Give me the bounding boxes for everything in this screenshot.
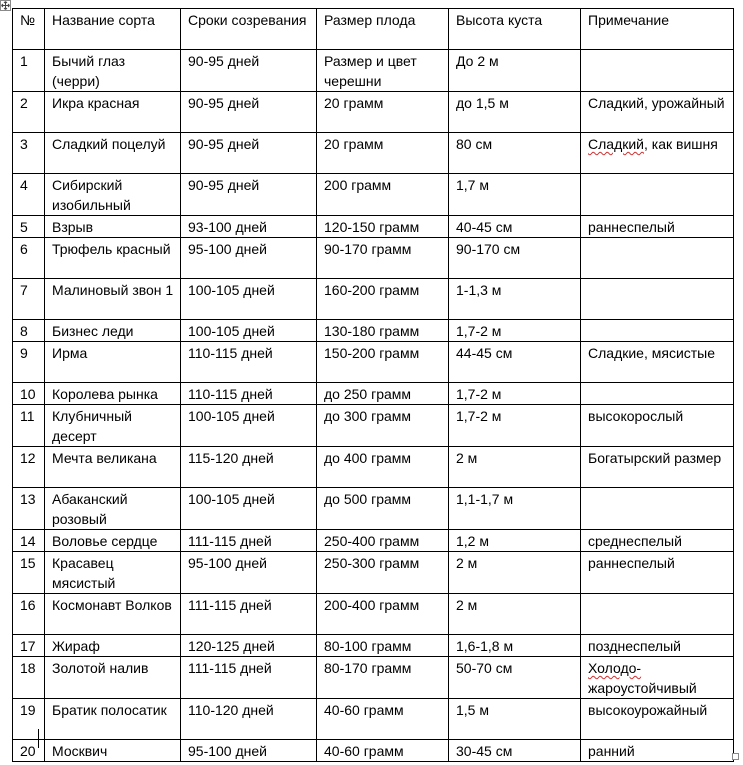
text-cursor (38, 729, 39, 748)
table-row (13, 50, 734, 92)
note-cell[interactable]: раннеспелый (581, 216, 734, 238)
bush-height-cell[interactable]: 44-45 см (449, 342, 581, 383)
variety-name-cell[interactable]: Икра красная (45, 92, 181, 133)
fruit-size-cell[interactable]: до 250 грамм (317, 383, 449, 405)
variety-name-cell[interactable]: Абаканский розовый (45, 488, 181, 530)
table-row (13, 174, 734, 216)
fruit-size-cell[interactable]: 250-300 грамм (317, 552, 449, 594)
row-number-cell[interactable]: 3 (13, 133, 45, 174)
note-cell[interactable]: высокоурожайный (581, 699, 734, 740)
note-cell[interactable] (581, 174, 734, 216)
bush-height-cell[interactable]: 1-1,3 м (449, 279, 581, 320)
fruit-size-cell[interactable]: 20 грамм (317, 92, 449, 133)
bush-height-cell[interactable]: до 1,5 м (449, 92, 581, 133)
ripening-term-cell[interactable]: 100-105 дней (181, 279, 317, 320)
note-cell[interactable] (581, 383, 734, 405)
ripening-term-cell[interactable]: 100-105 дней (181, 488, 317, 530)
ripening-term-cell[interactable]: 111-115 дней (181, 657, 317, 699)
variety-name-cell[interactable]: Бычий глаз (черри) (45, 50, 181, 92)
table-header-row (13, 9, 734, 50)
row-number-cell[interactable]: 8 (13, 320, 45, 342)
table-row (13, 342, 734, 383)
fruit-size-cell[interactable]: до 300 грамм (317, 405, 449, 447)
bush-height-cell[interactable]: 2 м (449, 594, 581, 635)
row-number-cell[interactable]: 16 (13, 594, 45, 635)
row-number-cell[interactable]: 11 (13, 405, 45, 447)
variety-name-cell[interactable]: Клубничный десерт (45, 405, 181, 447)
bush-height-cell[interactable]: 80 см (449, 133, 581, 174)
bush-height-cell[interactable]: 2 м (449, 447, 581, 488)
fruit-size-cell[interactable]: 40-60 грамм (317, 699, 449, 740)
bush-height-cell[interactable]: 1,7-2 м (449, 383, 581, 405)
note-cell[interactable] (581, 279, 734, 320)
variety-name-cell[interactable]: Жираф (45, 635, 181, 657)
table-row (13, 699, 734, 740)
table-row (13, 133, 734, 174)
fruit-size-cell[interactable]: 200 грамм (317, 174, 449, 216)
note-cell[interactable]: среднеспелый (581, 530, 734, 552)
note-cell[interactable] (581, 238, 734, 279)
note-cell[interactable]: ранний (581, 740, 734, 762)
variety-name-cell[interactable]: Космонавт Волков (45, 594, 181, 635)
note-cell[interactable] (581, 594, 734, 635)
bush-height-cell[interactable]: 1,7 м (449, 174, 581, 216)
table-row (13, 740, 734, 762)
variety-name-cell[interactable]: Москвич (45, 740, 181, 762)
header-bush-height[interactable]: Высота куста (449, 9, 581, 50)
ripening-term-cell[interactable]: 93-100 дней (181, 216, 317, 238)
bush-height-cell[interactable]: 1,5 м (449, 699, 581, 740)
fruit-size-cell[interactable]: 120-150 грамм (317, 216, 449, 238)
variety-name-cell[interactable]: Трюфель красный (45, 238, 181, 279)
bush-height-cell[interactable]: 1,1-1,7 м (449, 488, 581, 530)
fruit-size-cell[interactable]: 130-180 грамм (317, 320, 449, 342)
bush-height-cell[interactable]: 1,7-2 м (449, 320, 581, 342)
tomato-varieties-table (12, 8, 734, 762)
spellcheck-mark: Сладкий (588, 136, 644, 152)
row-number-cell[interactable]: 7 (13, 279, 45, 320)
ripening-term-cell[interactable]: 90-95 дней (181, 50, 317, 92)
table-row (13, 279, 734, 320)
table-row (13, 405, 734, 447)
bush-height-cell[interactable]: 30-45 см (449, 740, 581, 762)
ripening-term-cell[interactable]: 110-120 дней (181, 699, 317, 740)
row-number-cell[interactable]: 15 (13, 552, 45, 594)
table-resize-handle[interactable] (732, 753, 739, 760)
variety-name-cell[interactable]: Мечта великана (45, 447, 181, 488)
bush-height-cell[interactable]: 1,6-1,8 м (449, 635, 581, 657)
header-ripening-term[interactable]: Сроки созревания (181, 9, 317, 50)
table-row (13, 447, 734, 488)
ripening-term-cell[interactable]: 100-105 дней (181, 320, 317, 342)
row-number-cell[interactable]: 5 (13, 216, 45, 238)
fruit-size-cell[interactable]: 20 грамм (317, 133, 449, 174)
fruit-size-cell[interactable]: 80-170 грамм (317, 657, 449, 699)
note-cell[interactable]: Сладкие, мясистые (581, 342, 734, 383)
table-row (13, 92, 734, 133)
variety-name-cell[interactable]: Красавец мясистый (45, 552, 181, 594)
spellcheck-mark: Холодо- (588, 660, 642, 676)
table-move-handle[interactable] (0, 0, 11, 11)
table-row (13, 552, 734, 594)
row-number-cell[interactable]: 9 (13, 342, 45, 383)
ripening-term-cell[interactable]: 115-120 дней (181, 447, 317, 488)
table-row (13, 216, 734, 238)
variety-name-cell[interactable]: Сибирский изобильный (45, 174, 181, 216)
table-row (13, 488, 734, 530)
bush-height-cell[interactable]: 50-70 см (449, 657, 581, 699)
note-cell[interactable]: Сладкий, как вишня (581, 133, 734, 174)
note-cell[interactable] (581, 50, 734, 92)
fruit-size-cell[interactable]: до 500 грамм (317, 488, 449, 530)
note-cell[interactable] (581, 320, 734, 342)
fruit-size-cell[interactable]: до 400 грамм (317, 447, 449, 488)
fruit-size-cell[interactable]: 40-60 грамм (317, 740, 449, 762)
variety-name-cell[interactable]: Сладкий поцелуй (45, 133, 181, 174)
ripening-term-cell[interactable]: 100-105 дней (181, 405, 317, 447)
ripening-term-cell[interactable]: 95-100 дней (181, 740, 317, 762)
fruit-size-cell[interactable]: Размер и цвет черешни (317, 50, 449, 92)
variety-name-cell[interactable]: Бизнес леди (45, 320, 181, 342)
row-number-cell[interactable]: 13 (13, 488, 45, 530)
bush-height-cell[interactable]: 90-170 см (449, 238, 581, 279)
table-row (13, 320, 734, 342)
ripening-term-cell[interactable]: 111-115 дней (181, 530, 317, 552)
note-cell[interactable]: Богатырский размер (581, 447, 734, 488)
note-cell[interactable]: позднеспелый (581, 635, 734, 657)
row-number-cell[interactable]: 4 (13, 174, 45, 216)
row-number-cell[interactable]: 14 (13, 530, 45, 552)
bush-height-cell[interactable]: 2 м (449, 552, 581, 594)
fruit-size-cell[interactable]: 200-400 грамм (317, 594, 449, 635)
ripening-term-cell[interactable]: 90-95 дней (181, 133, 317, 174)
fruit-size-cell[interactable]: 150-200 грамм (317, 342, 449, 383)
table-row (13, 530, 734, 552)
note-cell[interactable] (581, 488, 734, 530)
ripening-term-cell[interactable]: 120-125 дней (181, 635, 317, 657)
row-number-cell[interactable]: 1 (13, 50, 45, 92)
fruit-size-cell[interactable]: 80-100 грамм (317, 635, 449, 657)
header-fruit-size[interactable]: Размер плода (317, 9, 449, 50)
move-arrows-icon (1, 1, 10, 10)
fruit-size-cell[interactable]: 160-200 грамм (317, 279, 449, 320)
row-number-cell[interactable]: 12 (13, 447, 45, 488)
table-row (13, 635, 734, 657)
header-number[interactable]: № (13, 9, 45, 50)
variety-name-cell[interactable]: Воловье сердце (45, 530, 181, 552)
note-cell[interactable]: раннеспелый (581, 552, 734, 594)
note-cell[interactable]: Холодо-жароустойчивый (581, 657, 734, 699)
row-number-cell[interactable]: 17 (13, 635, 45, 657)
bush-height-cell[interactable]: 40-45 см (449, 216, 581, 238)
ripening-term-cell[interactable]: 90-95 дней (181, 174, 317, 216)
bush-height-cell[interactable]: До 2 м (449, 50, 581, 92)
row-number-cell[interactable]: 6 (13, 238, 45, 279)
bush-height-cell[interactable]: 1,2 м (449, 530, 581, 552)
variety-name-cell[interactable]: Малиновый звон 1 (45, 279, 181, 320)
variety-name-cell[interactable]: Королева рынка (45, 383, 181, 405)
table-row (13, 383, 734, 405)
variety-name-cell[interactable]: Ирма (45, 342, 181, 383)
variety-name-cell[interactable]: Братик полосатик (45, 699, 181, 740)
row-number-cell[interactable]: 19 (13, 699, 45, 740)
note-cell[interactable]: высокорослый (581, 405, 734, 447)
table-row (13, 657, 734, 699)
ripening-term-cell[interactable]: 111-115 дней (181, 594, 317, 635)
fruit-size-cell[interactable]: 90-170 грамм (317, 238, 449, 279)
row-number-cell[interactable]: 18 (13, 657, 45, 699)
variety-name-cell[interactable]: Золотой налив (45, 657, 181, 699)
ripening-term-cell[interactable]: 95-100 дней (181, 552, 317, 594)
table-row (13, 594, 734, 635)
row-number-cell[interactable]: 20 (13, 740, 45, 762)
bush-height-cell[interactable]: 1,7-2 м (449, 405, 581, 447)
row-number-cell[interactable]: 10 (13, 383, 45, 405)
ripening-term-cell[interactable]: 90-95 дней (181, 92, 317, 133)
note-cell[interactable]: Сладкий, урожайный (581, 92, 734, 133)
ripening-term-cell[interactable]: 110-115 дней (181, 342, 317, 383)
header-note[interactable]: Примечание (581, 9, 734, 50)
ripening-term-cell[interactable]: 95-100 дней (181, 238, 317, 279)
variety-name-cell[interactable]: Взрыв (45, 216, 181, 238)
fruit-size-cell[interactable]: 250-400 грамм (317, 530, 449, 552)
ripening-term-cell[interactable]: 110-115 дней (181, 383, 317, 405)
row-number-cell[interactable]: 2 (13, 92, 45, 133)
header-variety-name[interactable]: Название сорта (45, 9, 181, 50)
table-row (13, 238, 734, 279)
